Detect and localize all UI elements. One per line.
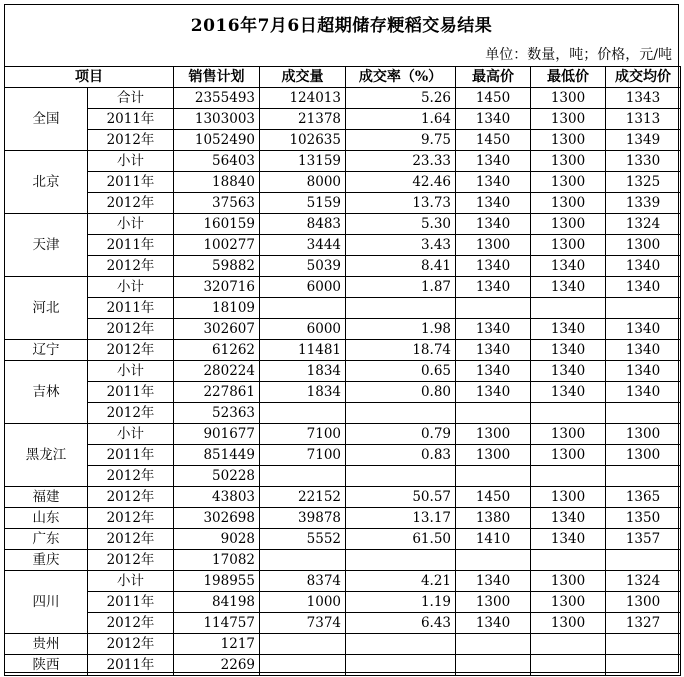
cell-high	[456, 550, 531, 571]
cell-plan: 2269	[174, 655, 260, 676]
cell-rate: 0.80	[346, 382, 456, 403]
cell-volume: 39878	[260, 508, 346, 529]
cell-high: 1340	[456, 214, 531, 235]
cell-high	[456, 655, 531, 676]
cell-avg	[606, 298, 681, 319]
header-volume: 成交量	[260, 67, 346, 88]
cell-high: 1340	[456, 172, 531, 193]
cell-volume	[260, 655, 346, 676]
cell-low: 1300	[531, 592, 606, 613]
cell-volume: 8483	[260, 214, 346, 235]
cell-plan: 160159	[174, 214, 260, 235]
cell-volume: 1834	[260, 382, 346, 403]
cell-high: 1340	[456, 277, 531, 298]
cell-high: 1300	[456, 424, 531, 445]
cell-subitem: 2012年	[88, 529, 174, 550]
cell-plan: 851449	[174, 445, 260, 466]
table-row	[5, 235, 681, 256]
table-row	[5, 361, 681, 382]
cell-plan: 37563	[174, 193, 260, 214]
cell-low: 1300	[531, 487, 606, 508]
cell-plan: 52363	[174, 403, 260, 424]
cell-high: 1340	[456, 151, 531, 172]
cell-avg: 1350	[606, 508, 681, 529]
table-row	[5, 445, 681, 466]
cell-avg: 1324	[606, 214, 681, 235]
cell-avg	[606, 655, 681, 676]
cell-subitem: 小计	[88, 424, 174, 445]
cell-high: 1340	[456, 256, 531, 277]
cell-rate: 4.21	[346, 571, 456, 592]
cell-subitem: 2012年	[88, 256, 174, 277]
table-row	[5, 172, 681, 193]
cell-avg: 1340	[606, 319, 681, 340]
table-row	[5, 529, 681, 550]
cell-low	[531, 550, 606, 571]
cell-subitem: 小计	[88, 571, 174, 592]
cell-low	[531, 466, 606, 487]
cell-region: 福建	[5, 487, 88, 508]
cell-low: 1300	[531, 151, 606, 172]
cell-plan: 100277	[174, 235, 260, 256]
cell-volume: 11481	[260, 340, 346, 361]
cell-high	[456, 298, 531, 319]
cell-avg: 1340	[606, 340, 681, 361]
cell-plan: 43803	[174, 487, 260, 508]
cell-high: 1300	[456, 445, 531, 466]
cell-volume	[260, 466, 346, 487]
cell-high: 1410	[456, 529, 531, 550]
unit-note: 单位：数量，吨；价格，元/吨	[485, 47, 672, 63]
cell-avg: 1365	[606, 487, 681, 508]
cell-rate: 0.83	[346, 445, 456, 466]
cell-subitem: 小计	[88, 277, 174, 298]
table-row	[5, 592, 681, 613]
cell-avg: 1340	[606, 256, 681, 277]
table-row	[5, 193, 681, 214]
cell-low: 1300	[531, 424, 606, 445]
cell-low: 1340	[531, 361, 606, 382]
cell-subitem: 2011年	[88, 298, 174, 319]
cell-high: 1340	[456, 319, 531, 340]
cell-rate: 13.17	[346, 508, 456, 529]
cell-avg	[606, 634, 681, 655]
cell-low: 1340	[531, 382, 606, 403]
cell-plan: 61262	[174, 340, 260, 361]
cell-region: 山东	[5, 508, 88, 529]
cell-low: 1300	[531, 172, 606, 193]
cell-volume	[260, 550, 346, 571]
cell-subitem: 2012年	[88, 130, 174, 151]
cell-rate: 50.57	[346, 487, 456, 508]
table-row	[5, 466, 681, 487]
cell-low: 1300	[531, 445, 606, 466]
cell-region: 辽宁	[5, 340, 88, 361]
cell-rate	[346, 466, 456, 487]
cell-low: 1300	[531, 214, 606, 235]
cell-avg: 1340	[606, 277, 681, 298]
cell-rate: 8.41	[346, 256, 456, 277]
cell-plan: 901677	[174, 424, 260, 445]
cell-volume: 13159	[260, 151, 346, 172]
table-row	[5, 130, 681, 151]
table-row	[5, 298, 681, 319]
cell-volume: 1000	[260, 592, 346, 613]
cell-region: 天津	[5, 214, 88, 277]
cell-rate: 18.74	[346, 340, 456, 361]
table-row	[5, 634, 681, 655]
cell-high: 1300	[456, 592, 531, 613]
cell-subitem: 2012年	[88, 487, 174, 508]
cell-rate: 1.64	[346, 109, 456, 130]
cell-rate: 1.98	[346, 319, 456, 340]
cell-volume: 5039	[260, 256, 346, 277]
cell-avg: 1300	[606, 592, 681, 613]
cell-region: 陕西	[5, 655, 88, 676]
cell-subitem: 小计	[88, 361, 174, 382]
cell-high: 1340	[456, 193, 531, 214]
table-row	[5, 277, 681, 298]
cell-subitem: 2011年	[88, 592, 174, 613]
cell-plan: 2355493	[174, 88, 260, 109]
cell-rate	[346, 298, 456, 319]
cell-subitem: 2011年	[88, 172, 174, 193]
cell-volume	[260, 403, 346, 424]
cell-low	[531, 655, 606, 676]
cell-plan: 56403	[174, 151, 260, 172]
cell-low	[531, 298, 606, 319]
cell-rate	[346, 403, 456, 424]
cell-volume	[260, 634, 346, 655]
cell-avg: 1340	[606, 361, 681, 382]
cell-rate: 0.65	[346, 361, 456, 382]
cell-subitem: 2012年	[88, 403, 174, 424]
cell-avg: 1327	[606, 613, 681, 634]
table-row	[5, 340, 681, 361]
cell-plan: 198955	[174, 571, 260, 592]
cell-plan: 9028	[174, 529, 260, 550]
cell-plan: 227861	[174, 382, 260, 403]
cell-rate: 1.19	[346, 592, 456, 613]
cell-volume: 22152	[260, 487, 346, 508]
header-rate: 成交率（%）	[346, 67, 456, 88]
cell-high: 1340	[456, 361, 531, 382]
cell-rate: 13.73	[346, 193, 456, 214]
cell-rate: 3.43	[346, 235, 456, 256]
cell-rate: 23.33	[346, 151, 456, 172]
cell-volume: 21378	[260, 109, 346, 130]
cell-volume	[260, 298, 346, 319]
cell-low: 1340	[531, 319, 606, 340]
table-row	[5, 403, 681, 424]
cell-rate	[346, 655, 456, 676]
table-row	[5, 214, 681, 235]
header-low: 最低价	[531, 67, 606, 88]
cell-subitem: 2012年	[88, 340, 174, 361]
cell-low: 1300	[531, 88, 606, 109]
cell-avg: 1300	[606, 235, 681, 256]
cell-rate: 61.50	[346, 529, 456, 550]
cell-volume: 6000	[260, 319, 346, 340]
table-row	[5, 487, 681, 508]
cell-region: 广东	[5, 529, 88, 550]
cell-subitem: 2011年	[88, 382, 174, 403]
cell-low: 1300	[531, 235, 606, 256]
cell-subitem: 2011年	[88, 109, 174, 130]
cell-volume: 1834	[260, 361, 346, 382]
cell-avg: 1330	[606, 151, 681, 172]
cell-plan: 18840	[174, 172, 260, 193]
table-row	[5, 151, 681, 172]
table-row	[5, 550, 681, 571]
cell-low: 1300	[531, 193, 606, 214]
cell-low: 1300	[531, 109, 606, 130]
cell-low	[531, 634, 606, 655]
cell-avg: 1313	[606, 109, 681, 130]
cell-subitem: 2011年	[88, 655, 174, 676]
cell-region: 北京	[5, 151, 88, 214]
cell-low: 1340	[531, 508, 606, 529]
cell-avg	[606, 403, 681, 424]
cell-high: 1340	[456, 340, 531, 361]
cell-rate: 0.79	[346, 424, 456, 445]
cell-plan: 18109	[174, 298, 260, 319]
cell-high: 1340	[456, 571, 531, 592]
cell-subitem: 2012年	[88, 466, 174, 487]
cell-volume: 5552	[260, 529, 346, 550]
cell-volume: 8000	[260, 172, 346, 193]
cell-high	[456, 466, 531, 487]
cell-subitem: 2012年	[88, 634, 174, 655]
cell-subitem: 2011年	[88, 235, 174, 256]
cell-rate: 5.26	[346, 88, 456, 109]
cell-avg: 1339	[606, 193, 681, 214]
cell-plan: 302698	[174, 508, 260, 529]
header-row	[5, 67, 681, 88]
header-avg: 成交均价	[606, 67, 681, 88]
cell-rate: 9.75	[346, 130, 456, 151]
cell-rate: 1.87	[346, 277, 456, 298]
cell-subitem: 2011年	[88, 445, 174, 466]
cell-low: 1300	[531, 613, 606, 634]
cell-region: 重庆	[5, 550, 88, 571]
cell-avg: 1324	[606, 571, 681, 592]
cell-plan: 1303003	[174, 109, 260, 130]
cell-region: 四川	[5, 571, 88, 634]
results-sheet	[4, 4, 679, 673]
cell-volume: 102635	[260, 130, 346, 151]
cell-volume: 8374	[260, 571, 346, 592]
cell-volume: 7100	[260, 445, 346, 466]
table-body	[5, 88, 681, 676]
cell-plan: 17082	[174, 550, 260, 571]
table-row	[5, 613, 681, 634]
cell-subitem: 2012年	[88, 319, 174, 340]
cell-high: 1340	[456, 109, 531, 130]
cell-plan: 1052490	[174, 130, 260, 151]
cell-low: 1300	[531, 571, 606, 592]
cell-high: 1450	[456, 130, 531, 151]
cell-avg: 1357	[606, 529, 681, 550]
cell-low: 1340	[531, 529, 606, 550]
table-row	[5, 571, 681, 592]
cell-subitem: 2012年	[88, 550, 174, 571]
cell-avg	[606, 550, 681, 571]
cell-region: 吉林	[5, 361, 88, 424]
cell-low: 1340	[531, 340, 606, 361]
cell-low: 1340	[531, 277, 606, 298]
cell-avg	[606, 466, 681, 487]
cell-rate: 6.43	[346, 613, 456, 634]
cell-high: 1300	[456, 235, 531, 256]
cell-volume: 6000	[260, 277, 346, 298]
results-table	[4, 66, 681, 676]
cell-plan: 1217	[174, 634, 260, 655]
cell-avg: 1300	[606, 445, 681, 466]
header-plan: 销售计划	[174, 67, 260, 88]
cell-avg: 1349	[606, 130, 681, 151]
cell-high	[456, 634, 531, 655]
table-row	[5, 655, 681, 676]
cell-region: 黑龙江	[5, 424, 88, 487]
table-row	[5, 109, 681, 130]
table-row	[5, 508, 681, 529]
cell-rate	[346, 634, 456, 655]
cell-subitem: 小计	[88, 151, 174, 172]
page-title: 2016年7月6日超期储存粳稻交易结果	[190, 16, 493, 36]
cell-volume: 124013	[260, 88, 346, 109]
cell-rate: 42.46	[346, 172, 456, 193]
table-row	[5, 88, 681, 109]
cell-rate	[346, 550, 456, 571]
cell-region: 贵州	[5, 634, 88, 655]
cell-plan: 114757	[174, 613, 260, 634]
cell-low: 1340	[531, 256, 606, 277]
cell-subitem: 2012年	[88, 613, 174, 634]
cell-high: 1340	[456, 382, 531, 403]
cell-avg: 1300	[606, 424, 681, 445]
cell-plan: 84198	[174, 592, 260, 613]
cell-volume: 5159	[260, 193, 346, 214]
cell-region: 河北	[5, 277, 88, 340]
header-item: 项目	[5, 67, 174, 88]
cell-plan: 302607	[174, 319, 260, 340]
cell-subitem: 小计	[88, 214, 174, 235]
cell-plan: 59882	[174, 256, 260, 277]
table-row	[5, 382, 681, 403]
cell-plan: 50228	[174, 466, 260, 487]
cell-avg: 1340	[606, 382, 681, 403]
cell-plan: 280224	[174, 361, 260, 382]
cell-subitem: 2012年	[88, 508, 174, 529]
cell-rate: 5.30	[346, 214, 456, 235]
cell-region: 全国	[5, 88, 88, 151]
cell-avg: 1343	[606, 88, 681, 109]
table-row	[5, 256, 681, 277]
cell-high: 1380	[456, 508, 531, 529]
cell-low	[531, 403, 606, 424]
cell-high: 1340	[456, 613, 531, 634]
cell-avg: 1325	[606, 172, 681, 193]
table-row	[5, 424, 681, 445]
table-row	[5, 319, 681, 340]
cell-subitem: 2012年	[88, 193, 174, 214]
header-high: 最高价	[456, 67, 531, 88]
cell-high	[456, 403, 531, 424]
cell-high: 1450	[456, 487, 531, 508]
cell-low: 1300	[531, 130, 606, 151]
cell-high: 1450	[456, 88, 531, 109]
cell-volume: 3444	[260, 235, 346, 256]
cell-volume: 7100	[260, 424, 346, 445]
cell-volume: 7374	[260, 613, 346, 634]
cell-subitem: 合计	[88, 88, 174, 109]
cell-plan: 320716	[174, 277, 260, 298]
